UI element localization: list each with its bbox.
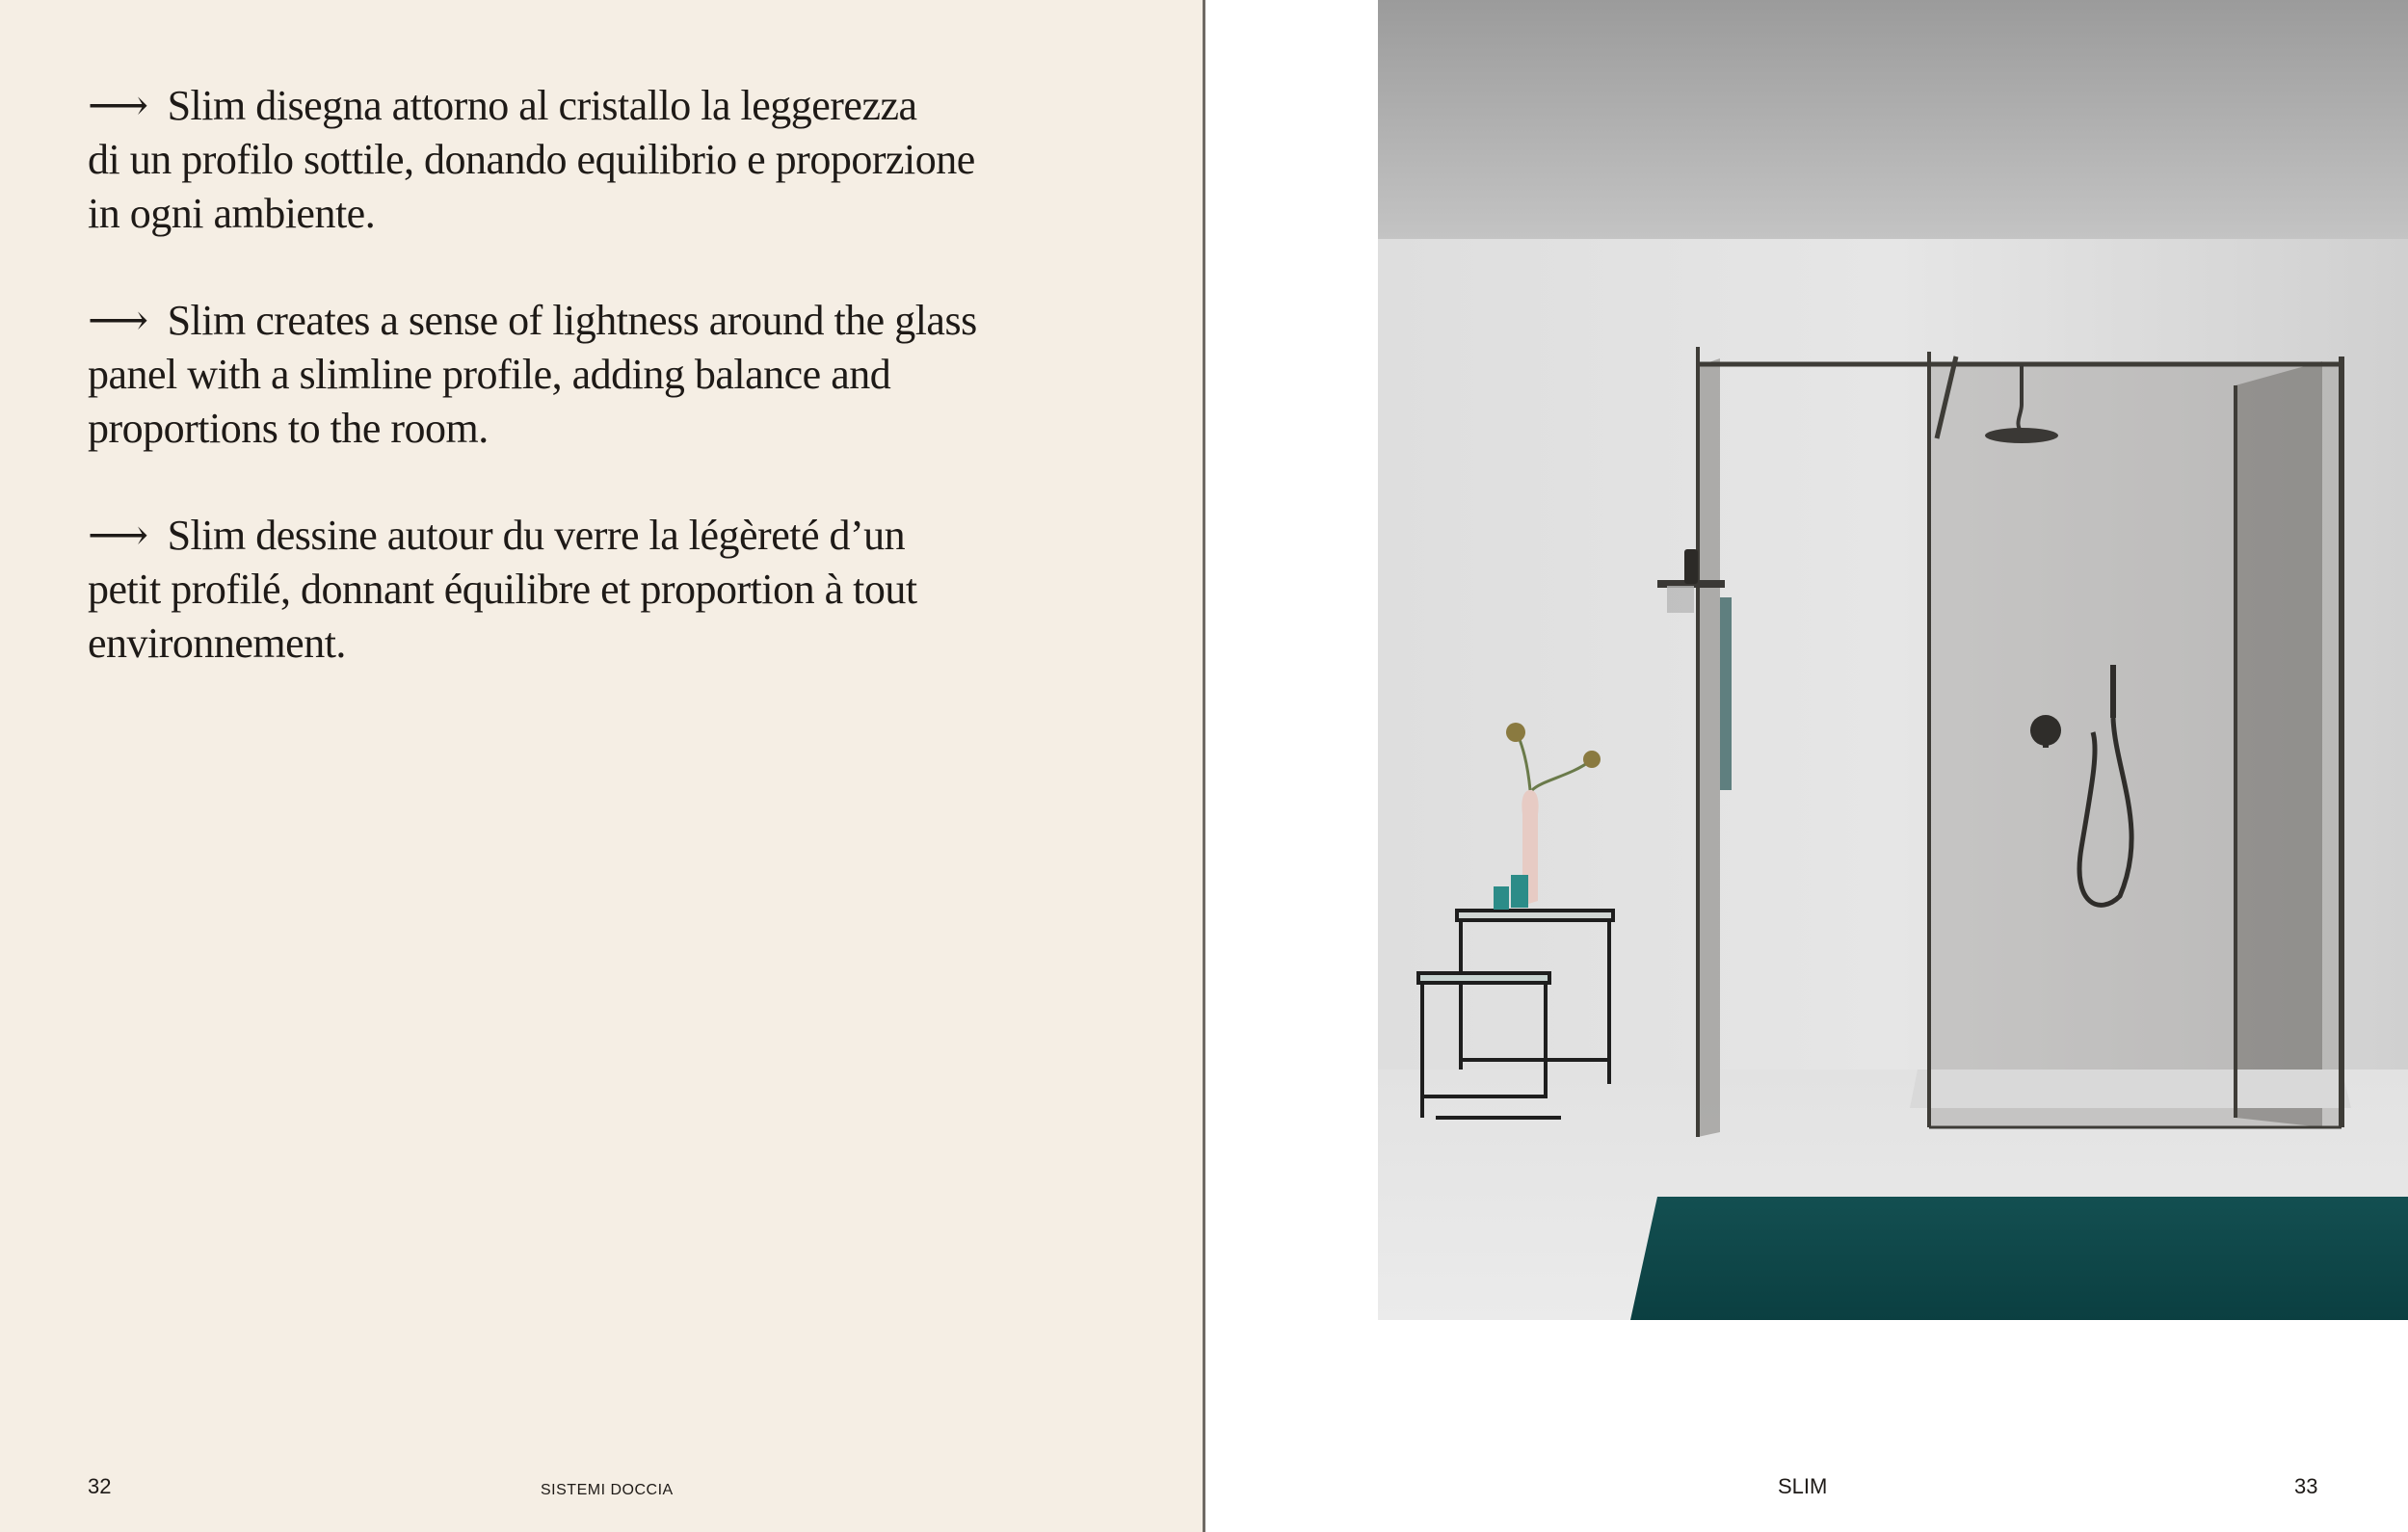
hand-shower — [2110, 665, 2116, 718]
text-line: Slim disegna attorno al cristallo la leggerezza — [167, 82, 917, 129]
section-label: SISTEMI DOCCIA — [541, 1482, 674, 1498]
text-line: panel with a slimline profile, adding balance and — [88, 351, 891, 398]
text-line: Slim dessine autour du verre la légèreté d’un — [167, 512, 906, 559]
glass-side — [2236, 361, 2322, 1127]
text-line: environnement. — [88, 620, 346, 667]
paragraph-english — [88, 294, 1109, 456]
paragraph-italian — [88, 79, 1109, 241]
rug — [1630, 1197, 2408, 1320]
glass-left — [1698, 358, 1720, 1137]
paragraph-french — [88, 509, 1109, 671]
product-label: SLIM — [1778, 1474, 1828, 1498]
page-number-right: 33 — [2294, 1474, 2318, 1498]
text-line: petit profilé, donnant équilibre et proportion à tout — [88, 566, 917, 613]
ceiling — [1378, 0, 2408, 241]
body-text — [88, 79, 1109, 724]
shower-tray — [1910, 1070, 2351, 1108]
page-number-left: 32 — [88, 1474, 112, 1498]
left-page — [0, 0, 1203, 1532]
text-line: di un profilo sottile, donando equilibrio e proporzione — [88, 136, 975, 183]
shower-photo — [1378, 0, 2408, 1320]
arrow-icon: ⟶ — [88, 82, 148, 129]
text-line: Slim creates a sense of lightness around the glass — [167, 297, 977, 344]
text-line: in ogni ambiente. — [88, 190, 376, 237]
towel — [1720, 597, 1732, 790]
arrow-icon: ⟶ — [88, 512, 148, 559]
text-line: proportions to the room. — [88, 405, 489, 452]
arrow-icon: ⟶ — [88, 297, 148, 344]
